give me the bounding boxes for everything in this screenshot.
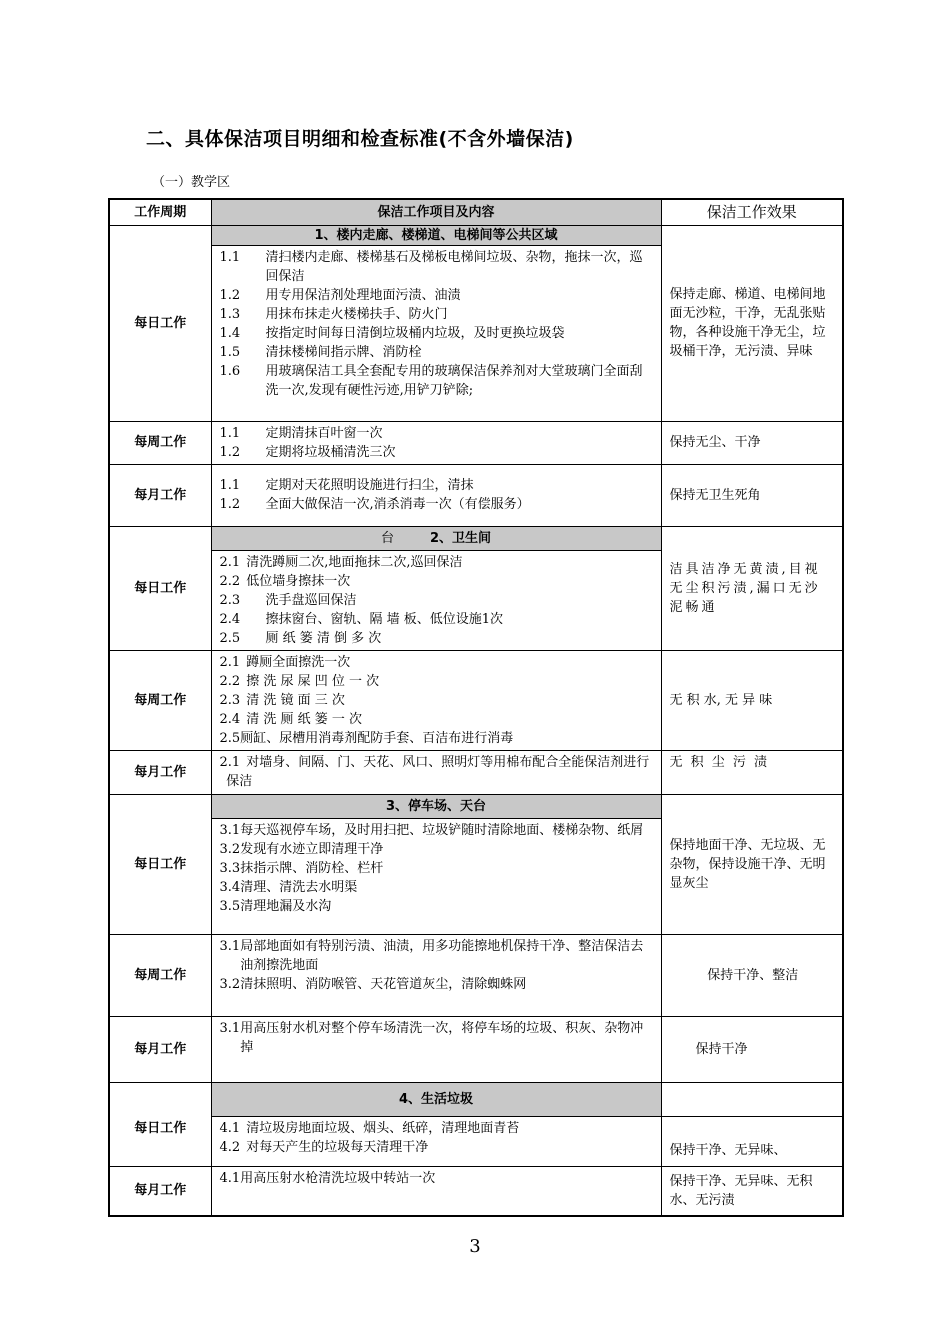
list-item: 3.5 清理地漏及水沟 — [219, 898, 332, 914]
s2-monthly-period: 每月工作 — [109, 750, 211, 794]
list-item: 2.4 擦抹窗台、窗轨、隔 墙 板、低位设施1次 — [219, 611, 504, 627]
s3-weekly-items — [211, 934, 661, 1016]
header-period: 工作周期 — [109, 199, 211, 225]
s1-weekly-items — [211, 421, 661, 464]
s4-daily-effect: 保持干净、无异味、 — [661, 1116, 843, 1166]
s2-daily-period: 每日工作 — [109, 526, 211, 650]
s4-daily-items — [211, 1116, 661, 1166]
list-item: 3.3 抹指示牌、消防栓、栏杆 — [219, 860, 384, 876]
s4-monthly-period: 每月工作 — [109, 1166, 211, 1216]
list-item: 2.2 擦 洗 尿 屎 凹 位 一 次 — [219, 673, 380, 689]
list-item: 2.1 对墙身、间隔、门、天花、风口、照明灯等用棉布配合全能保洁剂进行保洁 — [219, 754, 650, 789]
list-item: 2.3 清 洗 镜 面 三 次 — [219, 692, 345, 708]
s1-weekly-effect: 保持无尘、干净 — [661, 421, 843, 464]
s4-monthly-effect: 保持干净、无异味、无积水、无污渍 — [661, 1166, 843, 1216]
list-item: 3.1 用高压射水机对整个停车场清洗一次，将停车场的垃圾、积灰、杂物冲掉 — [219, 1020, 644, 1055]
s1-monthly-period: 每月工作 — [109, 464, 211, 526]
list-item: 3.2 发现有水迹立即清理干净 — [219, 841, 384, 857]
s2-weekly-items — [211, 650, 661, 750]
list-item: 1.2 用专用保洁剂处理地面污渍、油渍 — [219, 287, 461, 303]
s3-monthly-effect: 保持干净 — [661, 1016, 843, 1082]
s4-monthly-items — [211, 1166, 661, 1216]
page-number: 3 — [469, 1236, 481, 1257]
s2-weekly-effect: 无 积 水, 无 异 味 — [661, 650, 843, 750]
s2-prefix: 台 — [380, 530, 394, 546]
s1-daily-period: 每日工作 — [109, 225, 211, 421]
s3-weekly-effect: 保持干净、整洁 — [661, 934, 843, 1016]
s4-title-effect-blank — [661, 1082, 843, 1116]
s2-weekly-period: 每周工作 — [109, 650, 211, 750]
list-item: 3.1 局部地面如有特别污渍、油渍，用多功能擦地机保持干净、整洁保洁去油剂擦洗地面 — [219, 938, 644, 973]
s1-weekly-period: 每周工作 — [109, 421, 211, 464]
list-item: 1.3 用抹布抹走火楼梯扶手、防火门 — [219, 306, 448, 322]
list-item: 2.5 厕缸、尿槽用消毒剂配防手套、百洁布进行消毒 — [219, 730, 514, 746]
s2-daily-items — [211, 550, 661, 650]
list-item: 1.6 用玻璃保洁工具全套配专用的玻璃保洁保养剂对大堂玻璃门全面刮洗一次,发现有硬性污迹,用铲刀铲除; — [219, 363, 643, 398]
list-item: 2.3 洗手盘巡回保洁 — [219, 592, 357, 608]
s4-section-title: 4、生活垃圾 — [211, 1082, 661, 1116]
cleaning-standards-table — [108, 198, 844, 1217]
s2-monthly-effect: 无 积 尘 污 渍 — [661, 750, 843, 794]
list-item: 3.1 每天巡视停车场，及时用扫把、垃圾铲随时清除地面、楼梯杂物、纸屑 — [219, 822, 644, 838]
list-item: 1.2 定期将垃圾桶清洗三次 — [219, 444, 396, 460]
s1-daily-items — [211, 245, 661, 421]
s2-monthly-items — [211, 750, 661, 794]
s2-section-title: 台 2、卫生间 — [211, 526, 661, 550]
s1-daily-effect: 保持走廊、梯道、电梯间地面无沙粒，干净，无乱张贴物，各种设施干净无尘，垃圾桶干净，无污渍、异味 — [661, 225, 843, 421]
list-item: 2.1 清洗蹲厕二次,地面拖抹二次,巡回保洁 — [219, 554, 463, 570]
s1-monthly-items — [211, 464, 661, 526]
s3-daily-effect: 保持地面干净、无垃圾、无杂物，保持设施干净、无明显灰尘 — [661, 794, 843, 934]
list-item: 3.4 清理、清洗去水明渠 — [219, 879, 358, 895]
list-item: 1.1 定期清抹百叶窗一次 — [219, 425, 383, 441]
s2-daily-effect: 洁具洁净无黄渍,目视无尘积污渍,漏口无沙泥畅通 — [661, 526, 843, 650]
s4-daily-period: 每日工作 — [109, 1082, 211, 1166]
s3-section-title: 3、停车场、天台 — [211, 794, 661, 818]
list-item: 2.2 低位墙身擦抹一次 — [219, 573, 351, 589]
list-item: 4.1 清垃圾房地面垃圾、烟头、纸碎，清理地面青苔 — [219, 1120, 520, 1136]
list-item: 4.1 用高压射水枪清洗垃圾中转站一次 — [219, 1170, 436, 1186]
section-subtitle: （一）教学区 — [152, 175, 231, 190]
list-item: 1.1 清扫楼内走廊、楼梯基石及梯板电梯间垃圾、杂物，拖抹一次，巡回保洁 — [219, 249, 643, 284]
s1-section-title: 1、楼内走廊、楼梯道、电梯间等公共区域 — [211, 225, 661, 245]
s3-monthly-items — [211, 1016, 661, 1082]
list-item: 1.4 按指定时间每日清倒垃圾桶内垃圾，及时更换垃圾袋 — [219, 325, 565, 341]
header-effect: 保洁工作效果 — [661, 199, 843, 225]
s3-daily-period: 每日工作 — [109, 794, 211, 934]
list-item: 1.2 全面大做保洁一次,消杀消毒一次（有偿服务） — [219, 497, 530, 512]
list-item: 1.1 定期对天花照明设施进行扫尘，清抹 — [219, 478, 474, 493]
s3-weekly-period: 每周工作 — [109, 934, 211, 1016]
list-item: 2.5 厕 纸 篓 清 倒 多 次 — [219, 630, 382, 646]
list-item: 3.2 清抹照明、消防喉管、天花管道灰尘，清除蜘蛛网 — [219, 976, 527, 992]
s3-monthly-period: 每月工作 — [109, 1016, 211, 1082]
list-item: 2.4 清 洗 厕 纸 篓 一 次 — [219, 711, 362, 727]
list-item: 1.5 清抹楼梯间指示牌、消防栓 — [219, 344, 422, 360]
list-item: 4.2 对每天产生的垃圾每天清理干净 — [219, 1139, 429, 1155]
list-item: 2.1 蹲厕全面擦洗一次 — [219, 654, 351, 670]
page-title: 二、具体保洁项目明细和检查标准(不含外墙保洁) — [146, 128, 574, 150]
table-header-row — [109, 199, 843, 225]
header-items: 保洁工作项目及内容 — [211, 199, 661, 225]
s1-monthly-effect: 保持无卫生死角 — [661, 464, 843, 526]
s3-daily-items — [211, 818, 661, 934]
